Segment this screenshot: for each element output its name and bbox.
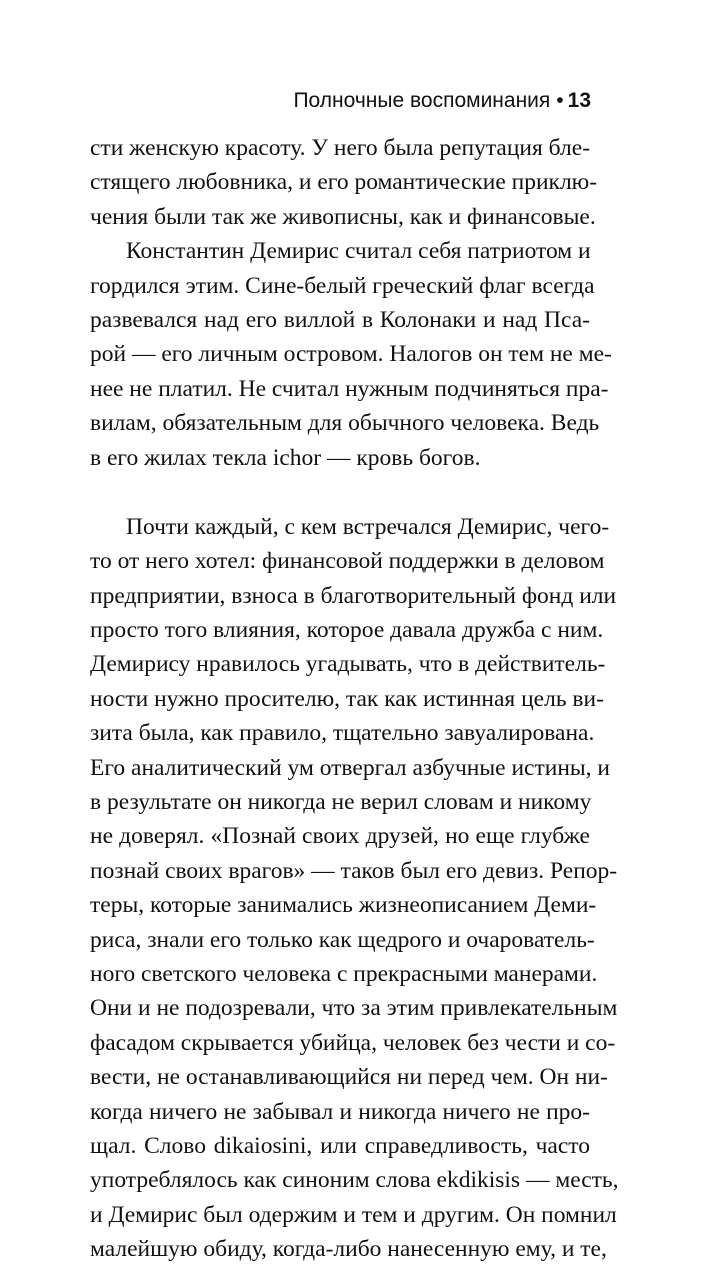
text-line: в результате он никогда не верил словам и никому — [90, 789, 592, 816]
text-line: предприятии, взноса в благотворительный фонд или — [90, 582, 617, 609]
text-line: ности нужно просителю, так как истинная цель ви- — [90, 685, 604, 712]
text-line: Константин Демирис считал себя патриотом и — [126, 238, 591, 265]
text-line: чения были так же живописны, как и финансовые. — [90, 203, 596, 230]
text-line: познай своих врагов» — таков был его девиз. Репор- — [90, 857, 618, 884]
text-line: ного светского человека с прекрасными манерами. — [90, 960, 598, 987]
text-line: нее не платил. Не считал нужным подчиняться пра- — [90, 375, 609, 402]
text-line: теры, которые занимались жизнеописанием Деми- — [90, 892, 597, 919]
body-text — [90, 131, 619, 1267]
text-line: когда ничего не забывал и никогда ничего не про- — [90, 1098, 590, 1125]
text-line: гордился этим. Сине-белый греческий флаг всегда — [90, 272, 595, 299]
text-line: Они и не подозревали, что за этим привлекательным — [90, 995, 618, 1022]
running-header — [293, 88, 591, 114]
text-line: Почти каждый, с кем встречался Демирис, чего- — [126, 513, 610, 540]
text-line: вилам, обязательным для обычного человека. Ведь — [90, 410, 600, 437]
text-line: малейшую обиду, когда-либо нанесенную ему, и те, — [90, 1236, 607, 1263]
paragraph — [90, 234, 612, 475]
text-line: сти женскую красоту. У него была репутация бле- — [90, 135, 591, 161]
running-title: Полночные воспоминания — [293, 89, 551, 112]
text-line: щал. Слово dikaiosini, или справедливость, часто — [90, 1132, 590, 1159]
header-separator: • — [556, 89, 564, 112]
text-line: Демирису нравилось угадывать, что в действитель- — [90, 651, 606, 678]
page-number: 13 — [567, 89, 591, 112]
text-line: рой — его личным островом. Налогов он тем не ме- — [90, 341, 612, 368]
paragraph — [90, 131, 598, 234]
text-line: не доверял. «Познай своих друзей, но еще глубже — [90, 823, 590, 850]
text-line: риса, знали его только как щедрого и очарователь- — [90, 926, 595, 953]
text-line: зита была, как правило, тщательно завуалирована. — [90, 720, 595, 747]
text-line: и Демирис был одержим и тем и другим. Он помнил — [90, 1201, 617, 1228]
text-line: в его жилах текла ichor — кровь богов. — [90, 444, 481, 471]
text-line: развевался над его виллой в Колонаки и над Пса- — [90, 306, 590, 333]
text-line: употреблялось как синоним слова ekdikisis — месть, — [90, 1167, 619, 1194]
text-line: стящего любовника, и его романтические приклю- — [90, 169, 598, 196]
text-line: вести, не останавливающийся ни перед чем. Он ни- — [90, 1064, 608, 1091]
text-line: то от него хотел: финансовой поддержки в деловом — [90, 548, 605, 575]
paragraph — [90, 510, 619, 1267]
text-line: Его аналитический ум отвергал азбучные истины, и — [90, 754, 611, 781]
section-break — [90, 475, 590, 510]
text-line: просто того влияния, которое давала дружба с ним. — [90, 617, 604, 644]
text-line: фасадом скрывается убийца, человек без чести и со- — [90, 1029, 616, 1056]
